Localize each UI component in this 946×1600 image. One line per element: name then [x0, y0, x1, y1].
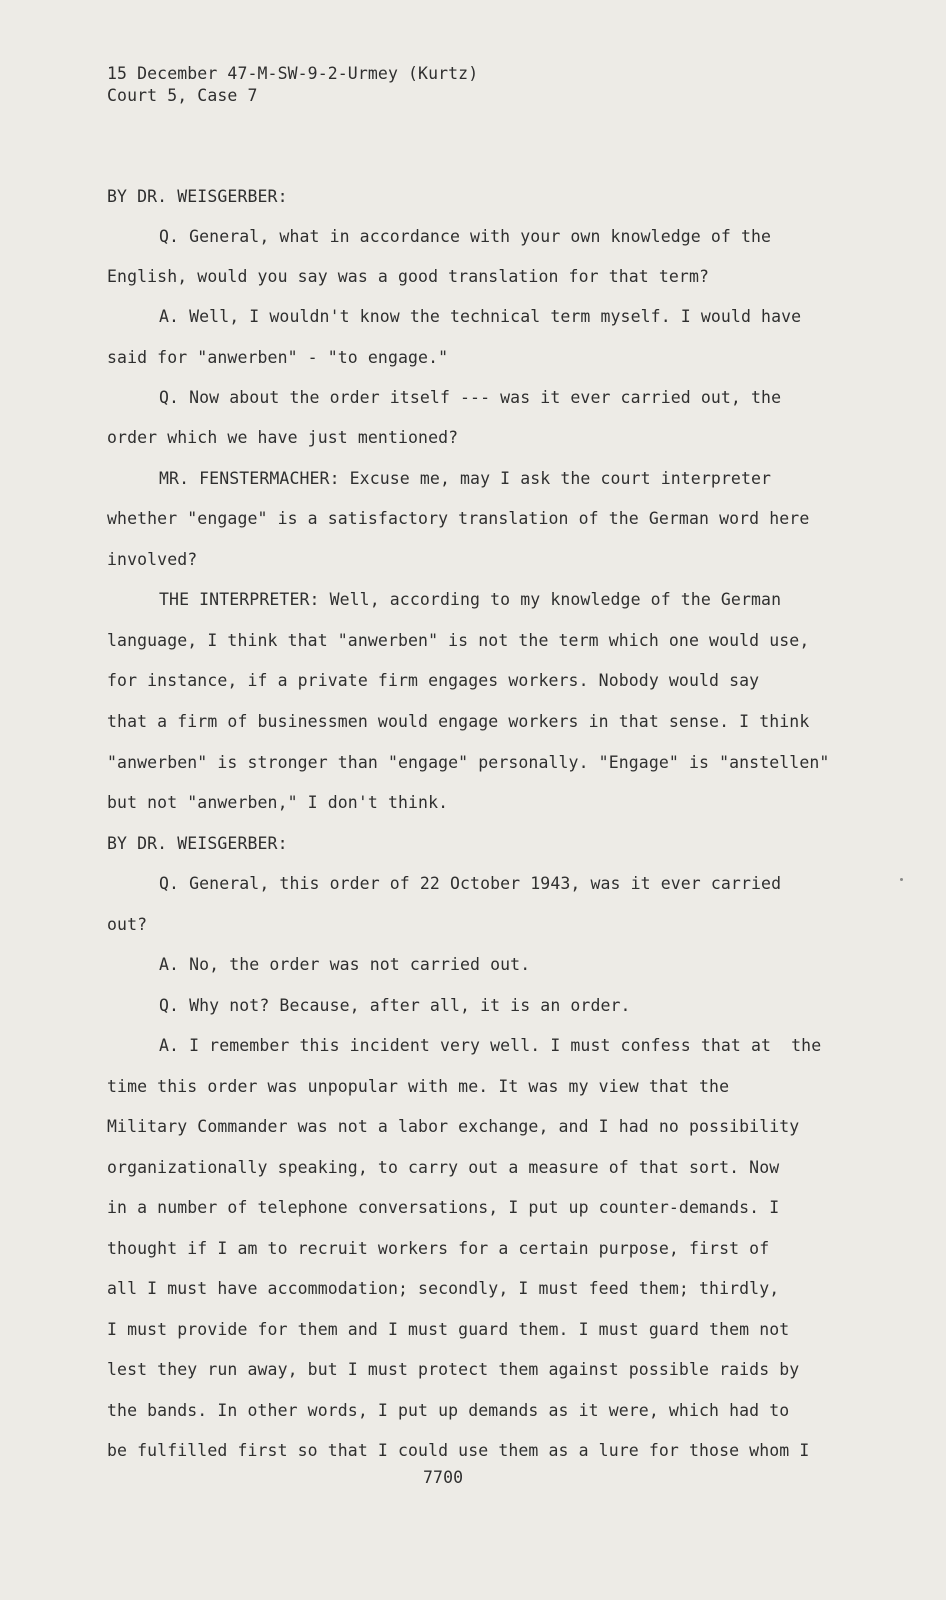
text-line: but not "anwerben," I don't think. — [107, 793, 449, 812]
text-line: for instance, if a private firm engages workers. Nobody would say — [107, 671, 760, 690]
speaker-heading: BY DR. WEISGERBER: — [107, 834, 288, 853]
text-line: MR. FENSTERMACHER: Excuse me, may I ask the court interpreter — [159, 469, 772, 488]
text-line: Q. General, this order of 22 October 1943, was it ever carried — [159, 874, 782, 893]
paper-speck — [900, 878, 903, 881]
text-line: order which we have just mentioned? — [107, 428, 459, 447]
text-line: thought if I am to recruit workers for a certain purpose, first of — [107, 1239, 770, 1258]
text-line: whether "engage" is a satisfactory translation of the German word here — [107, 509, 810, 528]
text-line: said for "anwerben" - "to engage." — [107, 348, 449, 367]
text-line: I must provide for them and I must guard them. I must guard them not — [107, 1320, 790, 1339]
header-line-1: 15 December 47-M-SW-9-2-Urmey (Kurtz) — [107, 64, 479, 83]
page-number: 7700 — [423, 1468, 464, 1487]
text-line: "anwerben" is stronger than "engage" personally. "Engage" is "anstellen" — [107, 753, 830, 772]
text-line: organizationally speaking, to carry out a measure of that sort. Now — [107, 1158, 780, 1177]
text-line: Military Commander was not a labor exchange, and I had no possibility — [107, 1117, 800, 1136]
text-line: A. Well, I wouldn't know the technical term myself. I would have — [159, 307, 802, 326]
text-line: all I must have accommodation; secondly, I must feed them; thirdly, — [107, 1279, 780, 1298]
text-line: English, would you say was a good translation for that term? — [107, 267, 710, 286]
text-line: A. I remember this incident very well. I must confess that at the — [159, 1036, 822, 1055]
text-line: out? — [107, 915, 148, 934]
text-line: A. No, the order was not carried out. — [159, 955, 531, 974]
text-line: language, I think that "anwerben" is not the term which one would use, — [107, 631, 810, 650]
text-line: Q. Now about the order itself --- was it ever carried out, the — [159, 388, 782, 407]
text-line: Q. Why not? Because, after all, it is an order. — [159, 996, 631, 1015]
text-line: Q. General, what in accordance with your own knowledge of the — [159, 227, 772, 246]
text-line: lest they run away, but I must protect them against possible raids by — [107, 1360, 800, 1379]
header-line-2: Court 5, Case 7 — [107, 86, 258, 105]
text-line: that a firm of businessmen would engage workers in that sense. I think — [107, 712, 810, 731]
text-line: the bands. In other words, I put up demands as it were, which had to — [107, 1401, 790, 1420]
speaker-heading: BY DR. WEISGERBER: — [107, 187, 288, 206]
text-line: involved? — [107, 550, 198, 569]
text-line: THE INTERPRETER: Well, according to my knowledge of the German — [159, 590, 782, 609]
text-line: in a number of telephone conversations, I put up counter-demands. I — [107, 1198, 780, 1217]
text-line: be fulfilled first so that I could use them as a lure for those whom I — [107, 1441, 810, 1460]
text-line: time this order was unpopular with me. It was my view that the — [107, 1077, 730, 1096]
